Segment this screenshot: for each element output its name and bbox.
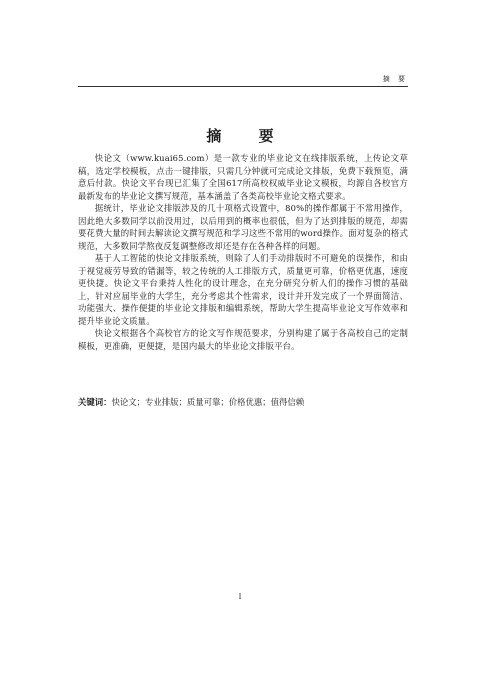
abstract-body <box>78 152 408 352</box>
keywords-value: 快论文；专业排版；质量可靠；价格优惠；值得信赖 <box>111 397 305 407</box>
abstract-paragraph-1: 快论文（www.kuai65.com）是一款专业的毕业论文在线排版系统，上传论文草稿，选定学校模板，点击一键排版，只需几分钟就可完成论文排版，免费下载预览，满意后付款。快论文平台现已汇集了全国617所高校权威毕业论文模板，均源自各校官方最新发布的毕业论文撰写规范，基本涵盖了各类高校毕业论文格式要求。 <box>78 153 408 201</box>
abstract-paragraph-3: 基于人工智能的快论文排版系统，则除了人们手动排版时不可避免的误操作，和由于视觉疲劳导致的错漏等，较之传统的人工排版方式，质量更可靠，价格更优惠，速度更快捷。快论文平台秉持人性化的设计理念，在充分研究分析人们的操作习惯的基础上，针对应届毕业的大学生，充分考虑其个性需求，设计并开发完成了一个界面简洁、功能强大、操作便捷的毕业论文排版和编辑系统，帮助大学生提高毕业论文写作效率和提升毕业论文质量。 <box>78 253 408 326</box>
abstract-paragraph-4: 快论文根据各个高校官方的论文写作规范要求，分别构建了属于各高校自己的定制模板，更准确，更便捷，是国内最大的毕业论文排版平台。 <box>78 328 408 351</box>
page-number: I <box>238 593 242 601</box>
abstract-paragraph-2: 据统计，毕业论文排版涉及的几十项格式设置中，80%的操作都属于不常用操作，因此绝大多数同学以前没用过，以后用到的概率也很低，但为了达到排版的规范，却需要花费大量的时间去解读论文撰写规范和学习这些不常用的word操作。面对复杂的格式规范，大多数同学熬夜反复调整修改却还是存在各种各样的问题。 <box>78 203 408 251</box>
page-title: 摘 要 <box>206 127 290 145</box>
keywords-label: 关键词： <box>78 397 112 407</box>
keywords-line <box>78 396 408 408</box>
running-header-label: 摘 要 <box>382 75 408 83</box>
running-header <box>78 74 408 87</box>
